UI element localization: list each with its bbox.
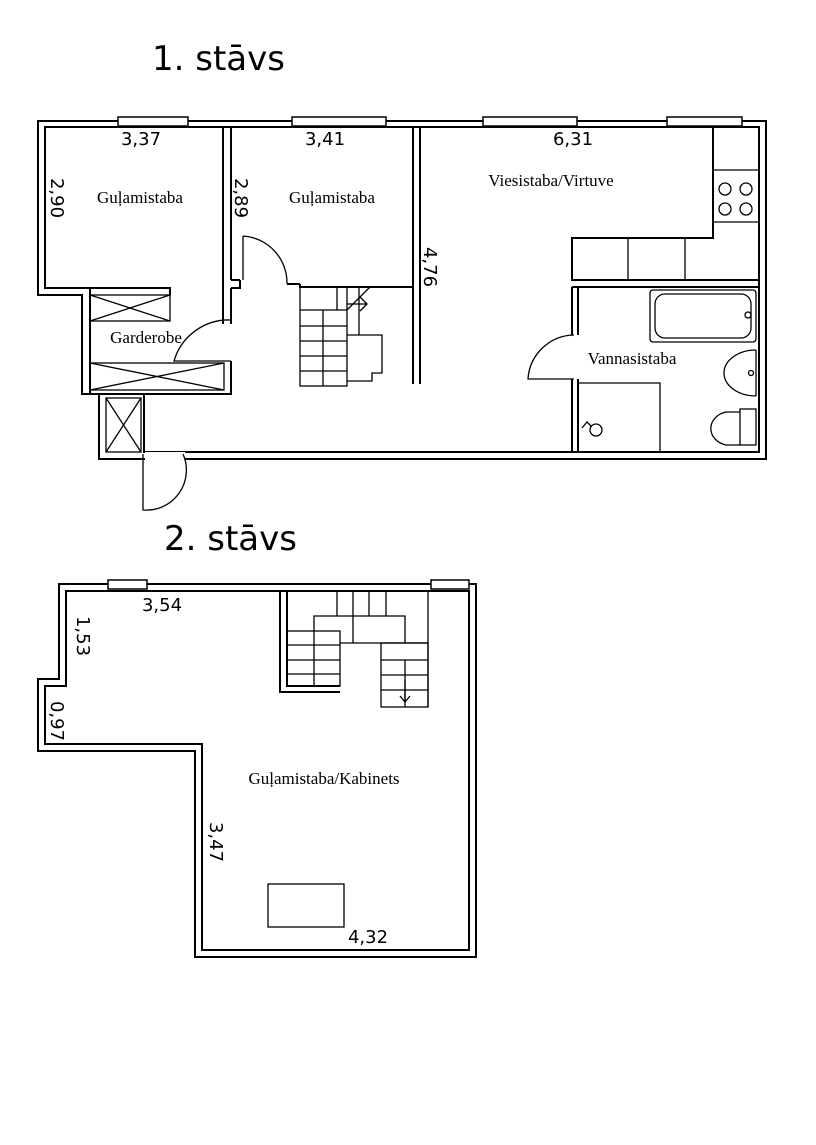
- bedroom-1-wall: [223, 127, 231, 324]
- dimension-label: 3,37: [120, 129, 162, 150]
- floor-2-plan: [38, 580, 476, 957]
- wardrobe: [82, 295, 231, 452]
- floor-2-title: 2. stāvs: [164, 519, 297, 559]
- dimension-label: 3,54: [141, 595, 183, 616]
- kitchen: [572, 127, 759, 280]
- window: [483, 117, 577, 126]
- sink-icon: [724, 350, 756, 396]
- bathroom-door: [528, 335, 574, 379]
- floor-1-title: 1. stāvs: [152, 39, 285, 79]
- entrance-door: [143, 454, 186, 510]
- window: [431, 580, 469, 589]
- room-label-bedroom-office: Guļamistaba/Kabinets: [248, 769, 400, 788]
- bathtub-icon: [650, 290, 756, 342]
- bathroom: [572, 287, 759, 452]
- dimension-label: 2,90: [46, 177, 67, 219]
- floor-1-plan: [38, 117, 766, 510]
- dimension-label: 4,76: [419, 246, 440, 288]
- room-label-living-kitchen: Viesistaba/Virtuve: [488, 171, 614, 190]
- window: [667, 117, 742, 126]
- room-label-bedroom-1: Guļamistaba: [97, 188, 183, 207]
- bedroom-2-door: [243, 236, 287, 284]
- wardrobe-door: [174, 320, 231, 361]
- dimension-label: 4,32: [347, 927, 389, 948]
- shower-icon: [582, 422, 602, 436]
- toilet-icon: [711, 409, 756, 445]
- window: [118, 117, 188, 126]
- dimension-label: 1,53: [72, 615, 93, 657]
- room-label-wardrobe: Garderobe: [110, 328, 182, 347]
- dimension-label: 0,97: [46, 700, 67, 742]
- dimension-label: 6,31: [552, 129, 594, 150]
- window: [292, 117, 386, 126]
- stove-icon: [719, 183, 752, 215]
- table: [268, 884, 344, 927]
- room-label-bathroom: Vannasistaba: [587, 349, 677, 368]
- dimension-label: 2,89: [230, 177, 251, 219]
- dimension-label: 3,41: [304, 129, 346, 150]
- floor-2-stairs: [280, 591, 428, 707]
- window: [108, 580, 147, 589]
- dimension-label: 3,47: [205, 821, 226, 863]
- room-label-bedroom-2: Guļamistaba: [289, 188, 375, 207]
- floor-1-stairs: [300, 287, 382, 386]
